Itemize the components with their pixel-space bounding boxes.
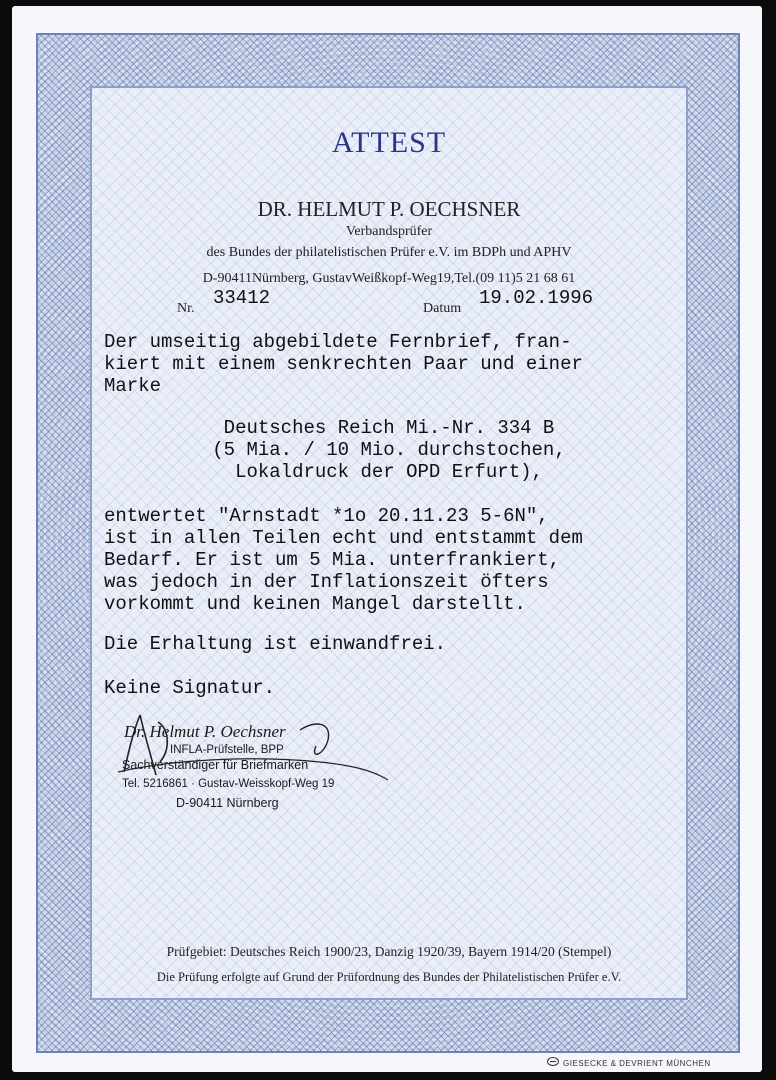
- stamp-description-line: Deutsches Reich Mi.-Nr. 334 B: [223, 417, 555, 439]
- examination-scope: Prüfgebiet: Deutsches Reich 1900/23, Danzig 1920/39, Bayern 1914/20 (Stempel): [166, 944, 612, 959]
- examination-basis: Die Prüfung erfolgte auf Grund der Prüfordnung des Bundes der Philatelistischen Prüfer e.V.: [156, 970, 622, 984]
- body-line: ist in allen Teilen echt und entstammt dem: [104, 527, 583, 549]
- body-line: was jedoch in der Inflationszeit öfters: [104, 571, 549, 593]
- body-line: vorkommt und keinen Mangel darstellt.: [104, 593, 526, 615]
- certificate-title: ATTEST: [331, 126, 447, 159]
- number-label: Nr.: [177, 301, 195, 316]
- printer-imprint: GIESECKE & DEVRIENT MÜNCHEN: [563, 1059, 711, 1068]
- body-line: Der umseitig abgebildete Fernbrief, fran-: [104, 331, 572, 353]
- stamp-name: Dr. Helmut P. Oechsner: [124, 722, 286, 741]
- printer-logo-icon: [547, 1057, 559, 1066]
- body-line: Marke: [104, 375, 162, 397]
- stamp-line: D-90411 Nürnberg: [176, 796, 279, 810]
- body-line: kiert mit einem senkrechten Paar und einer: [104, 353, 583, 375]
- examiner-stamp: [110, 700, 400, 820]
- body-line: Bedarf. Er ist um 5 Mia. unterfrankiert,: [104, 549, 561, 571]
- examiner-name: DR. HELMUT P. OECHSNER: [257, 197, 521, 221]
- body-line: entwertet "Arnstadt *1o 20.11.23 5-6N",: [104, 505, 549, 527]
- condition-statement: Die Erhaltung ist einwandfrei.: [104, 633, 447, 655]
- certificate-number: 33412: [213, 287, 271, 309]
- handwritten-signature: [110, 700, 400, 790]
- examiner-address: D-90411Nürnberg, GustavWeißkopf-Weg19,Tel.(09 11)5 21 68 61: [202, 271, 576, 286]
- stamp-description-line: Lokaldruck der OPD Erfurt),: [235, 461, 543, 483]
- examiner-role: Verbandsprüfer: [345, 224, 433, 239]
- signature-note: Keine Signatur.: [104, 677, 276, 699]
- stamp-description-line: (5 Mia. / 10 Mio. durchstochen,: [212, 439, 566, 461]
- stamp-line: INFLA-Prüfstelle, BPP: [170, 744, 284, 756]
- stamp-line: Tel. 5216861 · Gustav-Weisskopf-Weg 19: [122, 778, 335, 790]
- certificate-date: 19.02.1996: [479, 287, 594, 309]
- examiner-association: des Bundes der philatelistischen Prüfer e.V. im BDPh und APHV: [206, 245, 572, 260]
- stamp-line: Sachverständiger für Briefmarken: [122, 758, 309, 772]
- date-label: Datum: [423, 301, 462, 316]
